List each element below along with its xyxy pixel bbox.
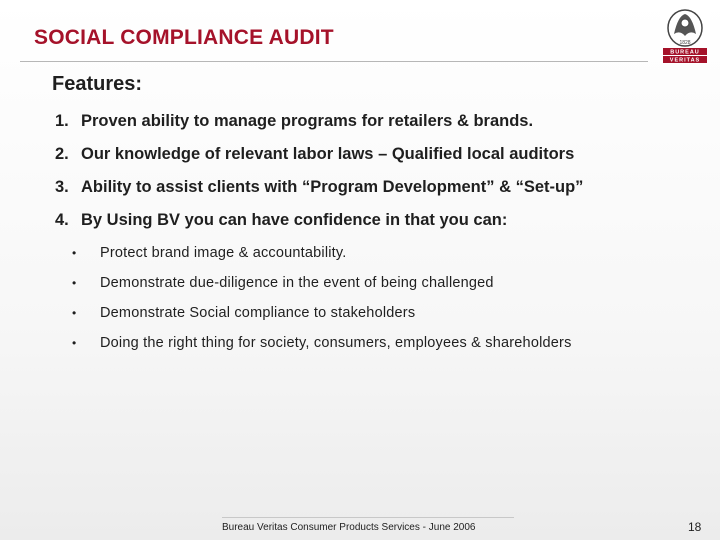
logo-line1: BUREAU — [670, 49, 700, 56]
title-divider — [20, 61, 648, 62]
bureau-veritas-logo — [660, 8, 710, 64]
features-heading: Features: — [52, 73, 143, 95]
list-text: By Using BV you can have confidence in that you can: — [81, 211, 508, 229]
bullet-list — [72, 245, 572, 365]
page-number: 18 — [688, 520, 702, 534]
bullet-item — [72, 245, 572, 275]
bullet-text: Demonstrate due-diligence in the event of being challenged — [100, 275, 494, 291]
list-text: Ability to assist clients with “Program Development” & “Set-up” — [81, 178, 584, 196]
bullet-icon: • — [72, 246, 77, 260]
footer-divider — [222, 517, 514, 518]
bullet-item — [72, 305, 572, 335]
bullet-icon: • — [72, 336, 77, 350]
list-number: 1. — [55, 112, 69, 130]
bullet-item — [72, 335, 572, 365]
list-text: Proven ability to manage programs for retailers & brands. — [81, 112, 534, 130]
logo-year: 1828 — [679, 40, 691, 46]
list-item — [55, 112, 583, 145]
logo-line2: VERITAS — [669, 57, 701, 64]
bullet-text: Protect brand image & accountability. — [100, 245, 347, 261]
list-number: 2. — [55, 145, 69, 163]
footer-text: Bureau Veritas Consumer Products Services - June 2006 — [222, 522, 476, 533]
list-number: 4. — [55, 211, 69, 229]
list-item — [55, 145, 583, 178]
list-item — [55, 178, 583, 211]
bullet-text: Demonstrate Social compliance to stakeholders — [100, 305, 416, 321]
numbered-list — [55, 112, 583, 244]
list-item — [55, 211, 583, 244]
list-number: 3. — [55, 178, 69, 196]
bullet-icon: • — [72, 276, 77, 290]
bullet-text: Doing the right thing for society, consumers, employees & shareholders — [100, 335, 572, 351]
bullet-icon: • — [72, 306, 77, 320]
slide-title: SOCIAL COMPLIANCE AUDIT — [34, 26, 334, 49]
list-text: Our knowledge of relevant labor laws – Qualified local auditors — [81, 145, 575, 163]
bullet-item — [72, 275, 572, 305]
